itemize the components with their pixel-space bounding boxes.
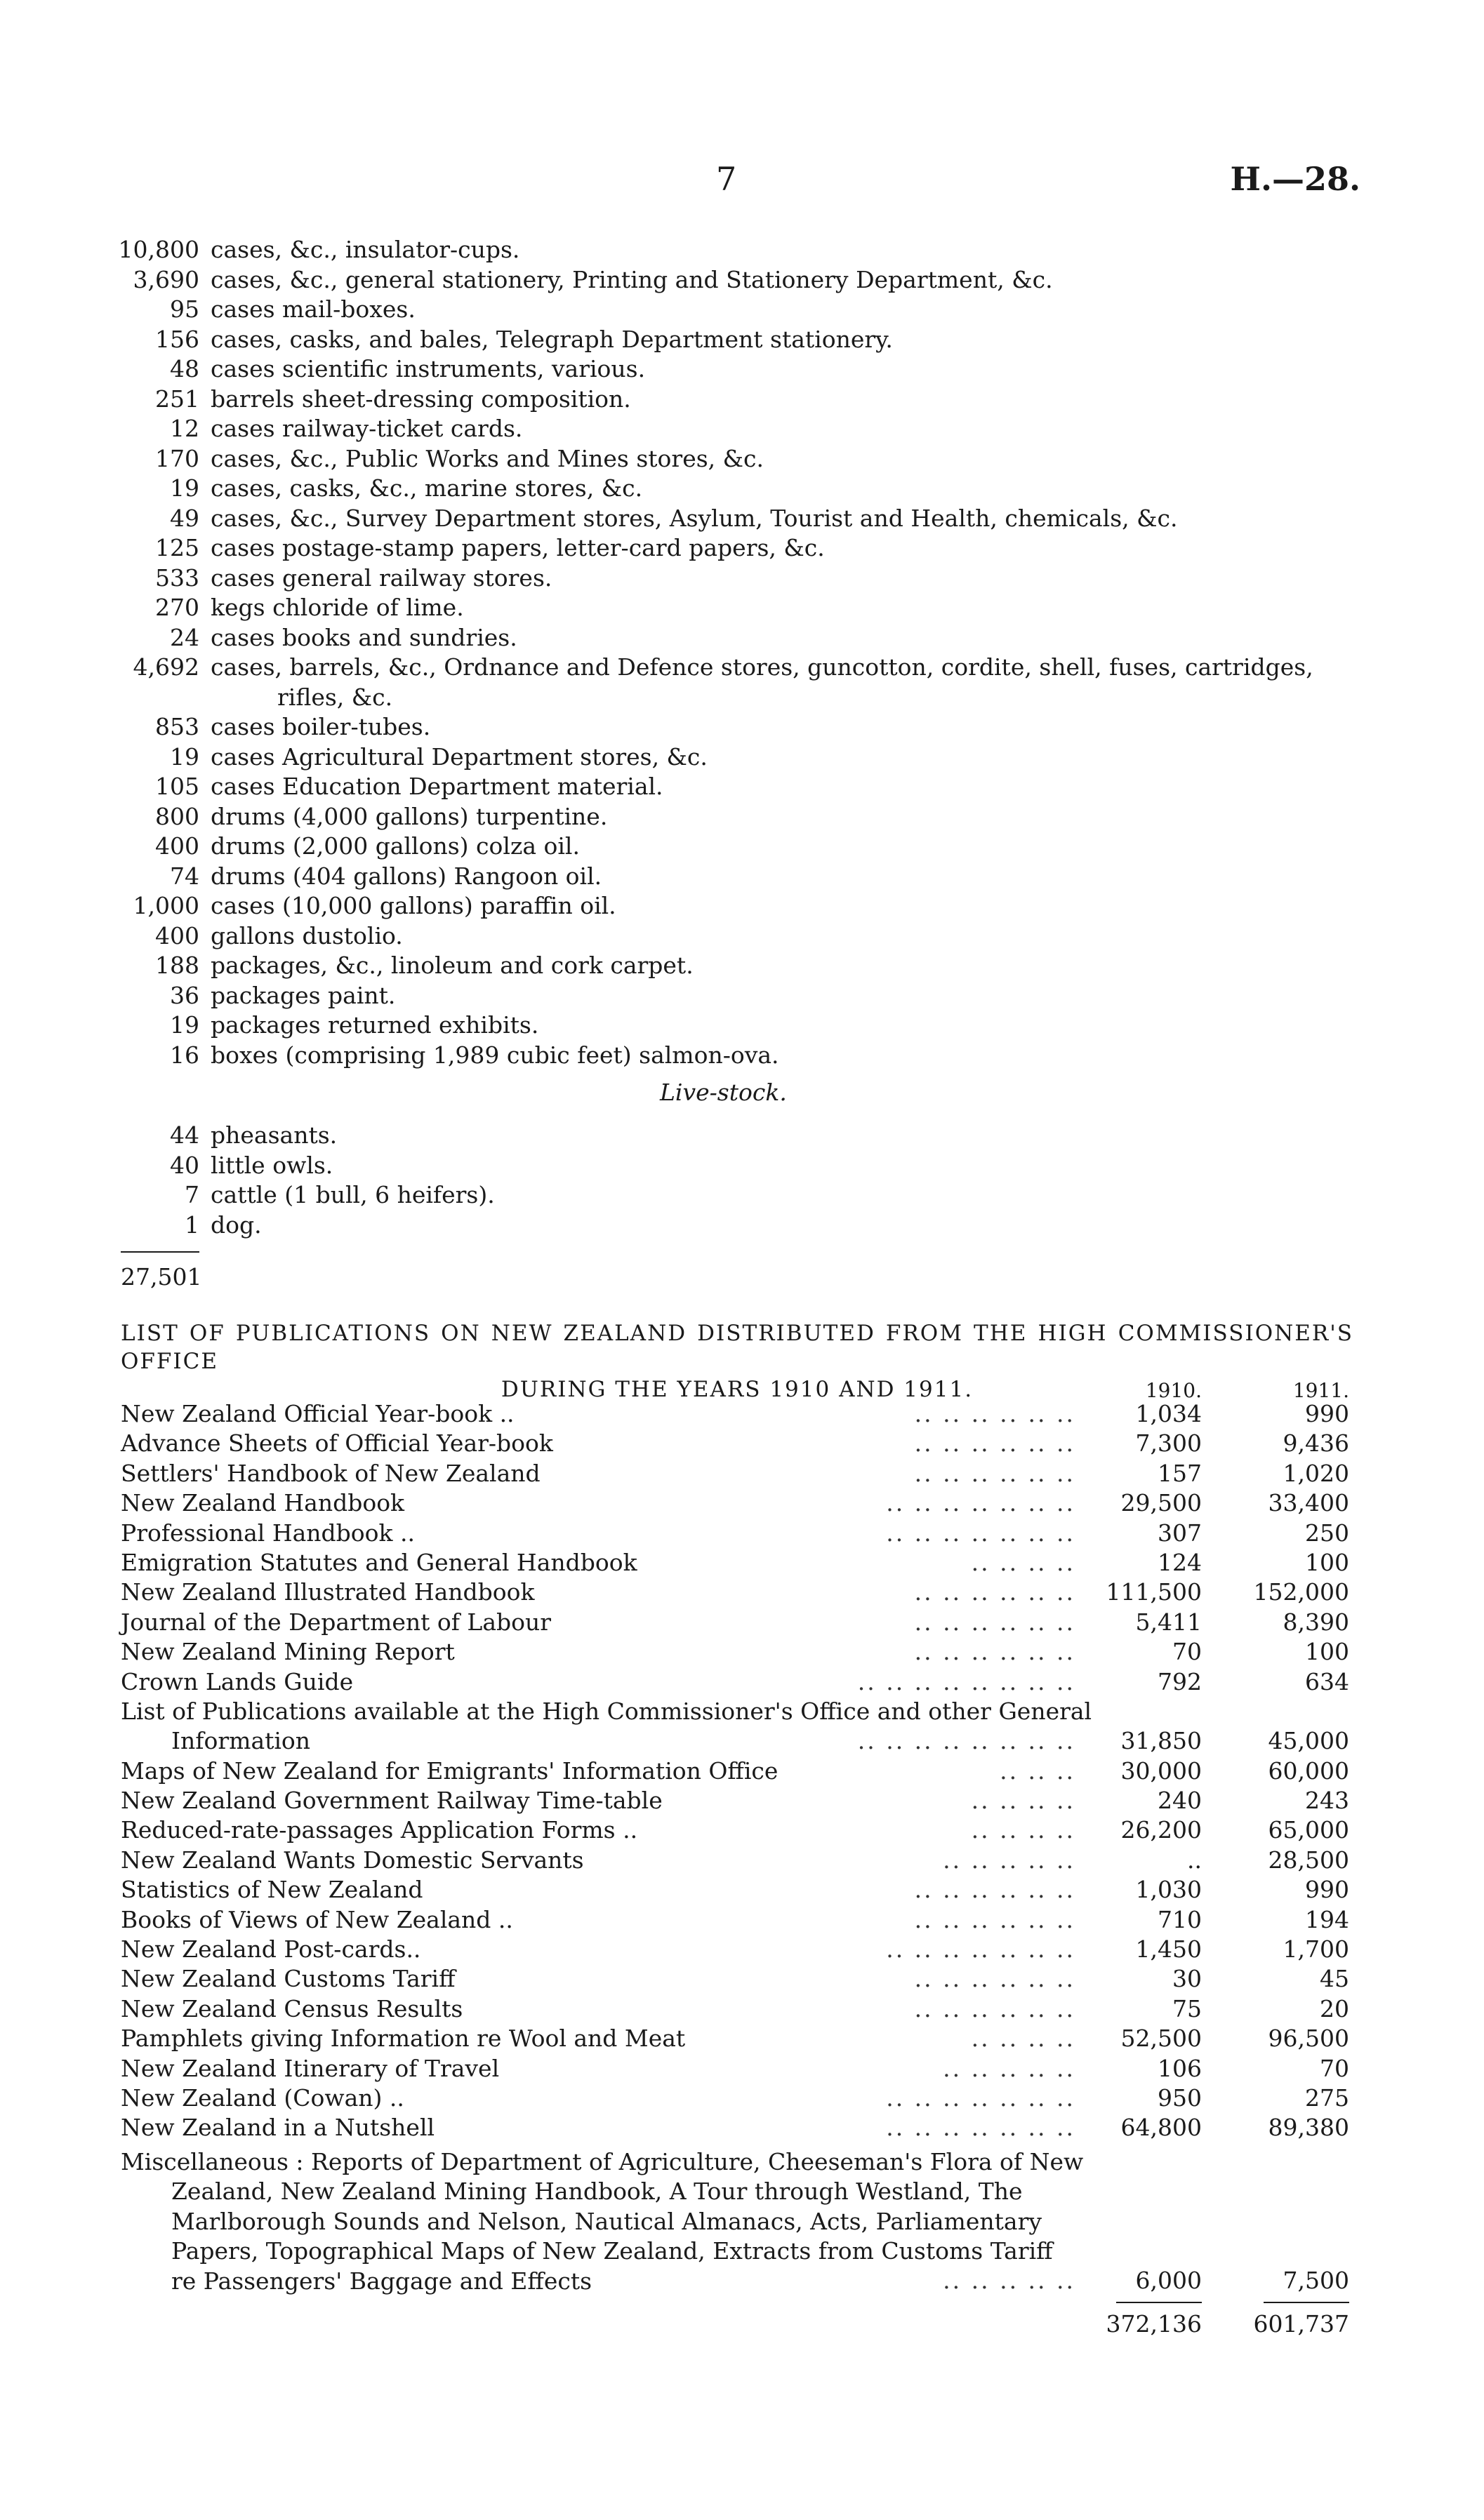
list-item: 7 cattle (1 bull, 6 heifers). — [185, 1181, 495, 1208]
table-row: List of Publications available at the High Commissioner's Office and other General — [121, 1697, 1092, 1725]
table-row: Advance Sheets of Official Year-book .. .. .. .. .. .. 7,300 9,436 — [121, 1429, 1349, 1458]
table-row: Statistics of New Zealand .. .. .. .. .. .. 1,030 990 — [121, 1876, 1349, 1904]
list-item: 19 cases, casks, &c., marine stores, &c. — [170, 474, 643, 502]
list-item: 36 packages paint. — [170, 981, 396, 1009]
list-item: 1,000 cases (10,000 gallons) paraffin oil. — [133, 892, 616, 919]
list-item: 10,800 cases, &c., insulator-cups. — [118, 236, 520, 263]
page-number: 7 — [716, 160, 737, 198]
list-item: 3,690 cases, &c., general stationery, Printing and Stationery Department, &c. — [133, 265, 1053, 293]
table-row: Settlers' Handbook of New Zealand .. .. .. .. .. .. 157 1,020 — [121, 1459, 1349, 1487]
list-item: 95 cases mail-boxes. — [170, 295, 416, 323]
sum-rule-1910 — [1116, 2302, 1202, 2303]
table-row: New Zealand Mining Report .. .. .. .. .. .. 70 100 — [121, 1638, 1349, 1666]
table-row: New Zealand in a Nutshell .. .. .. .. .. .. .. 64,800 89,380 — [121, 2114, 1349, 2142]
list-item: 44 pheasants. — [170, 1121, 338, 1149]
list-item: 48 cases scientific instruments, various. — [170, 355, 646, 382]
table-row: Maps of New Zealand for Emigrants' Information Office .. .. .. 30,000 60,000 — [121, 1756, 1349, 1785]
list-item: 19 packages returned exhibits. — [170, 1011, 539, 1039]
table-row: New Zealand Official Year-book .. .. .. .. .. .. .. 1,034 990 — [121, 1400, 1349, 1427]
table-row: Reduced-rate-passages Application Forms .. .. .. .. .. 26,200 65,000 — [121, 1816, 1349, 1844]
list-item: 4,692 cases, barrels, &c., Ordnance and Defence stores, guncotton, cordite, shell, fuses, cartridges, rifles, &c. — [133, 653, 1313, 711]
list-item: 125 cases postage-stamp papers, letter-card papers, &c. — [155, 534, 825, 561]
miscellaneous-values: .. .. .. .. .. 6,000 7,500 — [943, 2267, 1349, 2294]
list-item: 800 drums (4,000 gallons) turpentine. — [155, 802, 608, 830]
table-row: New Zealand Wants Domestic Servants .. .. .. .. .. .. 28,500 — [121, 1846, 1349, 1874]
table-row: New Zealand Handbook .. .. .. .. .. .. .. 29,500 33,400 — [121, 1489, 1349, 1517]
table-row: Professional Handbook .. .. .. .. .. .. .. .. 307 250 — [121, 1519, 1349, 1547]
list-item: 105 cases Education Department material. — [155, 773, 663, 800]
table-row: Journal of the Department of Labour .. .. .. .. .. .. 5,411 8,390 — [121, 1608, 1349, 1636]
table-row: New Zealand (Cowan) .. .. .. .. .. .. .. .. 950 275 — [121, 2084, 1349, 2112]
shipments-total: 27,501 — [121, 1263, 202, 1291]
livestock-heading: Live-stock. — [660, 1079, 787, 1106]
list-item: 400 drums (2,000 gallons) colza oil. — [155, 832, 580, 860]
list-item: 170 cases, &c., Public Works and Mines stores, &c. — [155, 444, 764, 472]
list-item: 156 cases, casks, and bales, Telegraph Department stationery. — [155, 325, 893, 353]
table-row: New Zealand Government Railway Time-table .. .. .. .. 240 243 — [121, 1787, 1349, 1815]
list-item: 853 cases boiler-tubes. — [155, 713, 431, 740]
sum-rule-1911 — [1264, 2302, 1349, 2303]
list-item: 270 kegs chloride of lime. — [155, 594, 464, 621]
table-row: Information .. .. .. .. .. .. .. .. 31,850 45,000 — [171, 1727, 1349, 1755]
table-row: Pamphlets giving Information re Wool and Meat .. .. .. .. 52,500 96,500 — [121, 2025, 1349, 2053]
list-item: 188 packages, &c., linoleum and cork carpet. — [155, 952, 694, 979]
publications-table — [0, 1399, 1484, 2143]
list-item: 40 little owls. — [170, 1151, 333, 1179]
table-row: New Zealand Post-cards.. .. .. .. .. .. .. .. 1,450 1,700 — [121, 1935, 1349, 1964]
list-item: 16 boxes (comprising 1,989 cubic feet) salmon-ova. — [170, 1041, 779, 1069]
list-item: 251 barrels sheet-dressing composition. — [155, 385, 631, 413]
shipment-list — [0, 235, 1484, 1070]
list-item: 74 drums (404 gallons) Rangoon oil. — [170, 862, 602, 890]
table-row: New Zealand Illustrated Handbook .. .. .. .. .. .. 111,500 152,000 — [121, 1578, 1349, 1606]
table-row: New Zealand Customs Tariff .. .. .. .. .. .. 30 45 — [121, 1965, 1349, 1993]
list-item: 400 gallons dustolio. — [155, 921, 403, 949]
table-row: Emigration Statutes and General Handbook .. .. .. .. 124 100 — [121, 1548, 1349, 1576]
table-row: New Zealand Census Results .. .. .. .. .. .. 75 20 — [121, 1994, 1349, 2022]
table-row: Crown Lands Guide .. .. .. .. .. .. .. .. 792 634 — [121, 1667, 1349, 1695]
column-header-1911: 1911. — [1292, 1379, 1349, 1402]
list-item: 533 cases general railway stores. — [155, 564, 552, 592]
table-row: Books of Views of New Zealand .. .. .. .. .. .. .. 710 194 — [121, 1905, 1349, 1933]
total-1911: 601,737 — [1253, 2310, 1349, 2338]
list-item: 12 cases railway-ticket cards. — [170, 415, 523, 442]
list-item: 19 cases Agricultural Department stores, &c. — [170, 742, 708, 771]
list-item: 49 cases, &c., Survey Department stores, Asylum, Tourist and Health, chemicals, &c. — [170, 504, 1178, 532]
publications-title: LIST OF PUBLICATIONS ON NEW ZEALAND DISTRIBUTED FROM THE HIGH COMMISSIONER'S OFFICE DURING THE YEARS 1910 AND 1911. — [121, 1321, 1353, 1402]
miscellaneous-entry: Miscellaneous : Reports of Department of Agriculture, Cheeseman's Flora of New Zealand, New Zealand Mining Handbook, A Tour through Westland, The Marlborough Sounds and Nelson, Nautical Almanacs, Acts, Parliamentary Papers, Topographical Maps of New Zealand, Extracts from Customs Tariff re Passengers' Baggage and Effects — [121, 2148, 1084, 2295]
list-item: 1 dog. — [185, 1211, 262, 1239]
total-1910: 372,136 — [1106, 2310, 1202, 2338]
total-rule — [121, 1251, 199, 1253]
livestock-list — [0, 1121, 1484, 1240]
column-header-1910: 1910. — [1145, 1379, 1202, 1402]
list-item: 24 cases books and sundries. — [170, 623, 517, 651]
document-reference: H.—28. — [1230, 160, 1360, 198]
table-row: New Zealand Itinerary of Travel .. .. .. .. .. 106 70 — [121, 2054, 1349, 2082]
